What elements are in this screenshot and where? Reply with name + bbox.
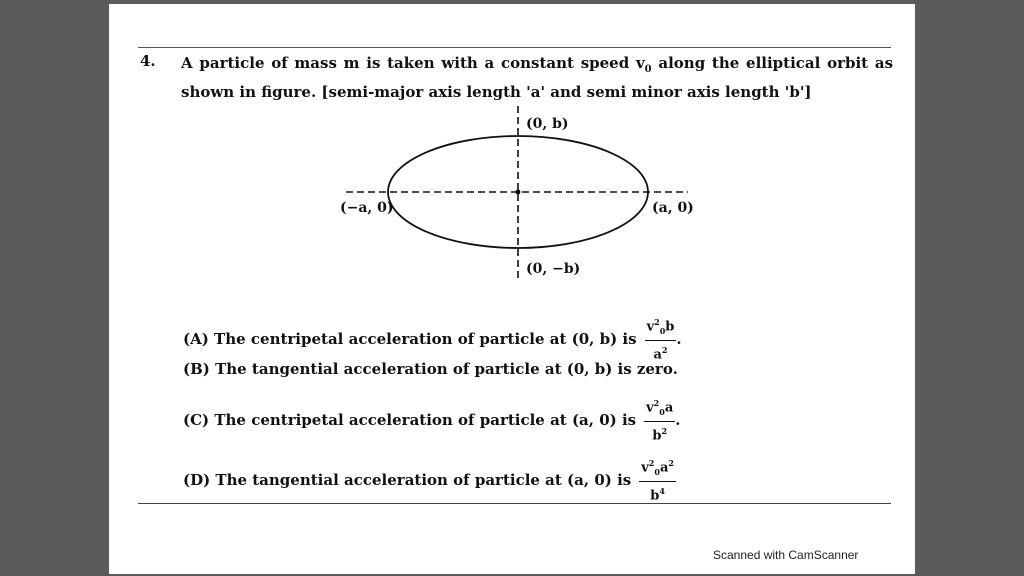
option-b-text: (B) The tangential acceleration of particle at (0, b) is zero. — [183, 360, 678, 378]
option-a-text: (A) The centripetal acceleration of particle at (0, b) is — [183, 329, 637, 348]
option-a: (A) The centripetal acceleration of particle at (0, b) is $\frac{v^2_0b}{a^2}$ . — [183, 314, 682, 363]
bottom-rule — [138, 503, 891, 504]
label-top: (0, b) — [526, 116, 569, 132]
camscanner-watermark: Scanned with CamScanner — [713, 548, 859, 562]
center-point — [516, 190, 521, 195]
question-line1: A particle of mass m is taken with a constant speed v — [181, 54, 645, 72]
top-rule — [138, 47, 891, 48]
option-c: (C) The centripetal acceleration of particle at (a, 0) is $\frac{v^2_0a}{b^2}$ . — [183, 395, 681, 444]
question-number: 4. — [140, 52, 156, 70]
option-c-fraction: $\frac{v^2_0a}{b^2}$ — [644, 395, 675, 444]
ellipse-figure — [330, 100, 700, 290]
v0-subscript: 0 — [644, 64, 652, 75]
option-d — [183, 455, 676, 504]
option-d-fraction: $\frac{v^2_0a^2}{b^4}$ — [639, 455, 676, 504]
option-d-text: (D) The tangential acceleration of particle at (a, 0) is — [183, 470, 632, 489]
label-left: (−a, 0) — [340, 200, 394, 216]
label-bottom: (0, −b) — [526, 261, 581, 277]
question-text — [181, 52, 893, 104]
option-b — [183, 360, 678, 378]
option-a-fraction: $\frac{v^2_0b}{a^2}$ — [645, 314, 677, 363]
label-right: (a, 0) — [652, 200, 694, 216]
question-line2: figure. [semi-major axis length 'a' and semi minor axis length 'b'] — [261, 83, 812, 101]
option-c-text: (C) The centripetal acceleration of particle at (a, 0) is — [183, 410, 637, 429]
question-line1b: along the elliptical orbit as shown in — [181, 54, 894, 101]
